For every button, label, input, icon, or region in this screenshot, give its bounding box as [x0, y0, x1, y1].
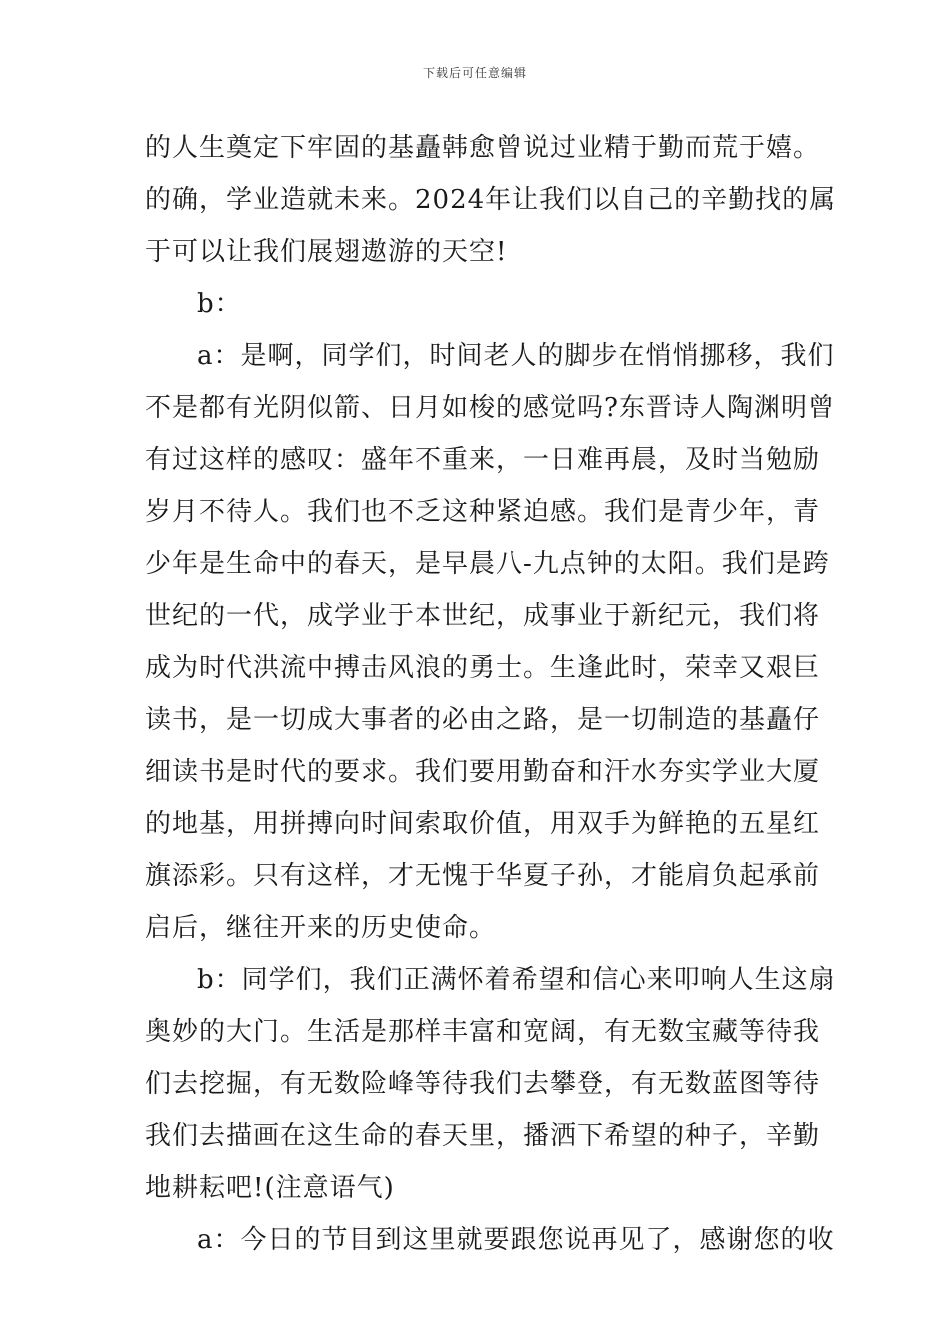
document-body [145, 122, 837, 1266]
text-line: 的人生奠定下牢固的基矗韩愈曾说过业精于勤而荒于嬉。 [145, 133, 821, 163]
text-line: 的确，学业造就未来。2024年让我们以自己的辛勤找的属 [145, 185, 837, 215]
text-line: 少年是生命中的春天，是早晨八-九点钟的太阳。我们是跨 [145, 549, 830, 579]
paragraph-start-line: a：今日的节目到这里就要跟您说再见了，感谢您的收 [197, 1225, 835, 1255]
text-line: 们去挖掘，有无数险峰等待我们去攀登，有无数蓝图等待 [145, 1069, 821, 1099]
speaker-line: b： [197, 289, 242, 319]
page-header: 下载后可任意编辑 [422, 66, 527, 80]
text-line: 旗添彩。只有这样，才无愧于华夏子孙，才能肩负起承前 [145, 861, 821, 891]
text-line: 地耕耘吧!(注意语气) [145, 1173, 395, 1203]
text-line: 读书，是一切成大事者的必由之路，是一切制造的基矗仔 [145, 705, 821, 735]
paragraph-start-line: a：是啊，同学们，时间老人的脚步在悄悄挪移，我们 [197, 341, 835, 371]
text-line: 奥妙的大门。生活是那样丰富和宽阔，有无数宝藏等待我 [145, 1017, 821, 1047]
text-line: 不是都有光阴似箭、日月如梭的感觉吗?东晋诗人陶渊明曾 [145, 393, 835, 423]
text-line: 成为时代洪流中搏击风浪的勇士。生逢此时，荣幸又艰巨 [145, 653, 821, 683]
text-line: 我们去描画在这生命的春天里，播洒下希望的种子，辛勤 [145, 1121, 821, 1151]
text-line: 有过这样的感叹：盛年不重来，一日难再晨，及时当勉励 [145, 445, 821, 475]
text-line: 岁月不待人。我们也不乏这种紧迫感。我们是青少年，青 [145, 497, 821, 527]
text-line: 于可以让我们展翅遨游的天空! [145, 237, 508, 267]
text-line: 世纪的一代，成学业于本世纪，成事业于新纪元，我们将 [145, 601, 821, 631]
text-line: 启后，继往开来的历史使命。 [145, 913, 497, 943]
text-line: 的地基，用拼搏向时间索取价值，用双手为鲜艳的五星红 [145, 809, 821, 839]
text-line: 细读书是时代的要求。我们要用勤奋和汗水夯实学业大厦 [145, 757, 821, 787]
paragraph-start-line: b：同学们，我们正满怀着希望和信心来叩响人生这扇 [197, 965, 836, 995]
